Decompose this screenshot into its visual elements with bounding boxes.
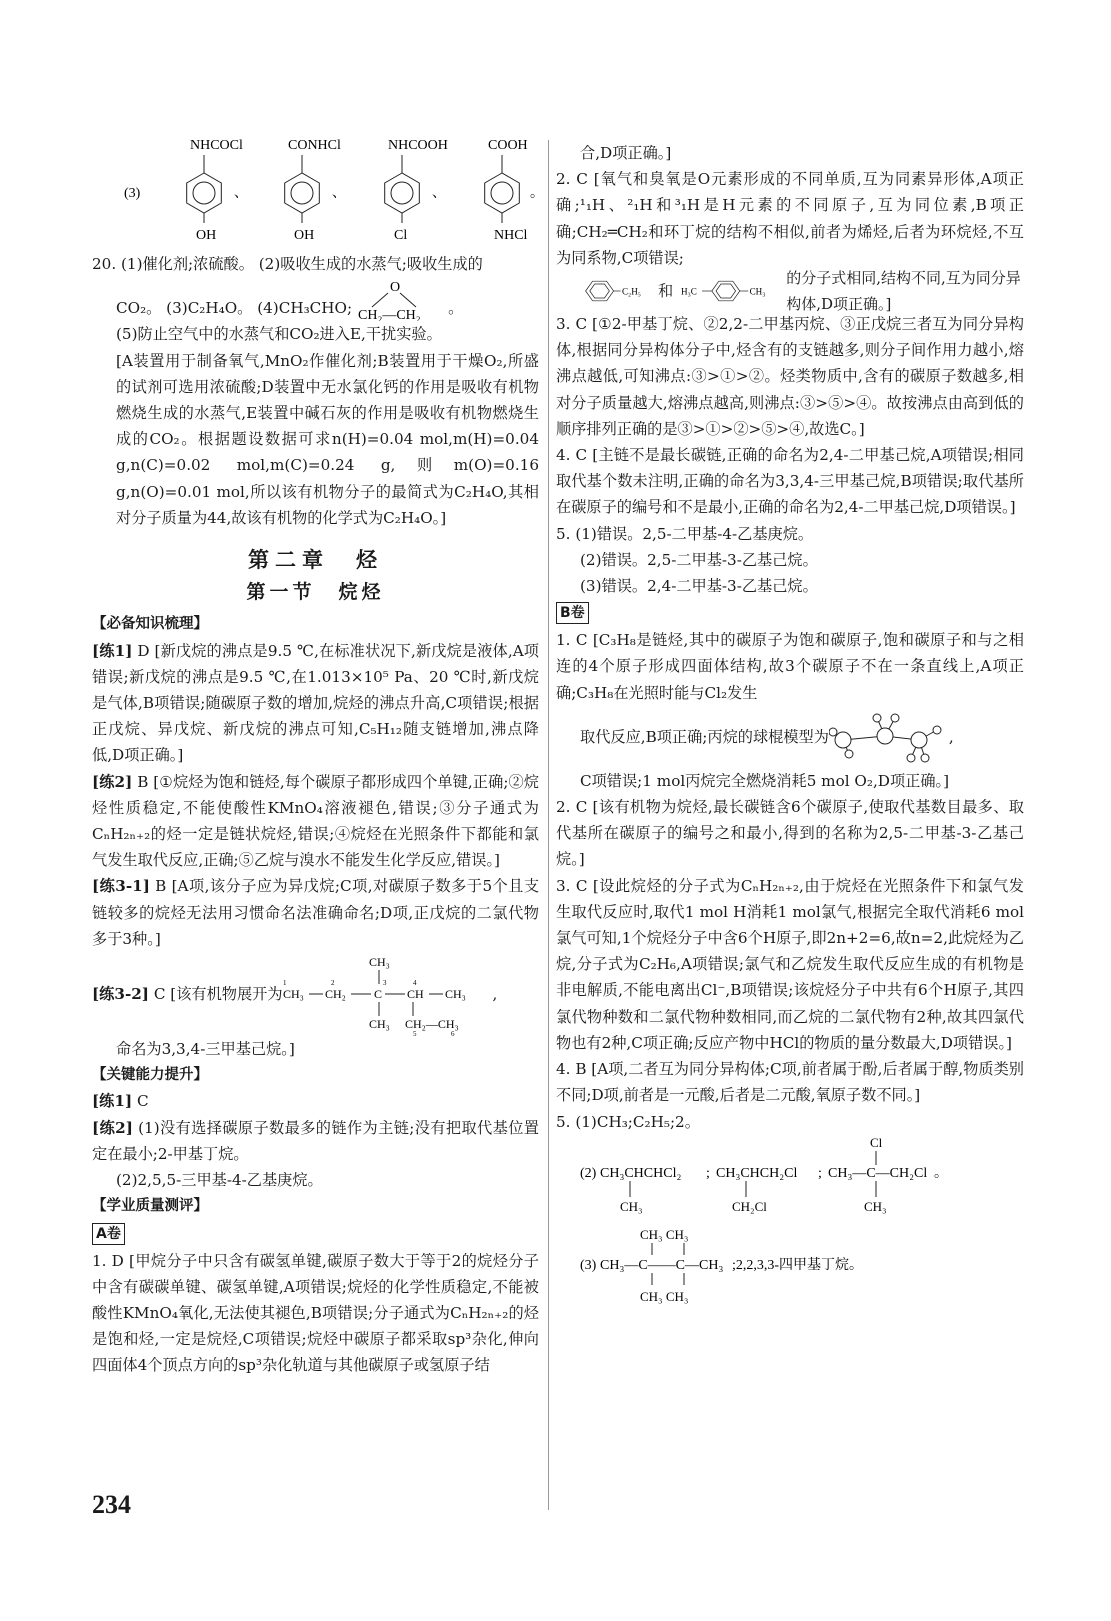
substituent-bottom: NHCl [494, 228, 528, 243]
svg-text:O: O [390, 280, 401, 296]
xylene-structure [681, 273, 786, 309]
b-q5-2-structures [556, 1135, 1024, 1215]
substituent-bottom: OH [196, 228, 217, 243]
svg-text:CH₃: CH₃ [749, 286, 766, 297]
svg-text:CH₃—C—CH₂Cl: CH₃—C—CH₂Cl [828, 1165, 928, 1181]
q20-line2: CO₂。 (3)C₂H₄O。 (4)CH₃CHO; O CH₂—CH₂ 。 [92, 277, 539, 321]
practice-2: [练2] B [①烷烃为饱和链烃,每个碳原子都形成四个单键,正确;②烷烃性质稳定,不能使酸性KMnO₄溶液褪色,错误;③分子通式为CₙH₂ₙ₊₂的烃一定是链状烷烃,错误;④烷烃在光照条件下都能和氯气发生取代反应,正确;⑤乙烷与溴水不能发生化学反应,错误。] [92, 772, 539, 870]
b-q1: 1. C [C₃H₈是链烃,其中的碳原子为饱和碳原子,饱和碳原子和与之相连的4个原子形成四面体结构,故3个碳原子不在一条直线上,A项正确;C₃H₈在光照时能与Cl₂发生 [556, 631, 1024, 702]
svg-text:6: 6 [450, 1030, 455, 1037]
benzene-ring [485, 173, 520, 213]
substituent-top: NHCOCl [190, 138, 243, 153]
svg-text:(2): (2) [580, 1165, 597, 1181]
svg-text:CH₃: CH₃ [368, 1017, 390, 1032]
benzene-ring [385, 173, 420, 213]
svg-text:2: 2 [330, 979, 335, 988]
chapter-title: 第二章 烃 [248, 548, 383, 573]
svg-text:CH₂—CH₂: CH₂—CH₂ [358, 308, 421, 322]
q20-line1: 20. (1)催化剂;浓硫酸。 (2)吸收生成的水蒸气;吸收生成的 [92, 255, 483, 274]
a-q5-2: (2)错误。2,5-二甲基-3-乙基己烷。 [580, 550, 818, 569]
aromatic-circle [491, 182, 513, 204]
svg-text:5: 5 [412, 1030, 417, 1037]
svg-text:CH₃: CH₃ [864, 1198, 887, 1214]
subheading-knowledge: 【必备知识梳理】 [92, 616, 208, 633]
substituent-top: COOH [488, 138, 528, 153]
svg-text:CH₃ CH₃: CH₃ CH₃ [640, 1288, 689, 1304]
b-q1-mid: 取代反应,B项正确;丙烷的球棍模型为 , [556, 706, 1024, 768]
column-divider [548, 140, 549, 1510]
svg-text:CH₂—CH₃: CH₂—CH₃ [404, 1017, 459, 1032]
svg-text:CH₂Cl: CH₂Cl [732, 1198, 767, 1214]
page-number: 234 [92, 1490, 131, 1519]
svg-text:CH₃ CH₃: CH₃ CH₃ [640, 1226, 689, 1242]
svg-text:CH₃CHCHCl₂: CH₃CHCHCl₂ [600, 1165, 682, 1181]
a-q5-1: 5. (1)错误。2,5-二甲基-4-乙基庚烷。 [556, 524, 814, 543]
ability-2: [练2] (1)没有选择碳原子数最多的链作为主链;没有把取代基位置定在最小;2-甲基丁烷。 [92, 1118, 539, 1163]
svg-text:;: ; [706, 1165, 710, 1181]
svg-text:CH₃CHCH₂Cl: CH₃CHCH₂Cl [716, 1165, 798, 1181]
svg-text:H₃C: H₃C [681, 286, 697, 297]
a-q3: 3. C [①2-甲基丁烷、②2,2-二甲基丙烷、③正戊烷三者互为同分异构体,根据同分异构体分子中,烃含有的支链越多,则分子间作用力越小,熔沸点越低,可知沸点:③>①>②。烃类物质中,含有的碳原子数越多,相对分子质量越大,熔沸点越高,则沸点:③>⑤>④。故按沸点由高到低的顺序排列正确的是③>①>②>⑤>④,故选C。] [556, 315, 1024, 438]
q20-explanation: [A装置用于制备氧气,MnO₂作催化剂;B装置用于干燥O₂,所盛的试剂可选用浓硫酸;D装置中无水氯化钙的作用是吸收有机物燃烧生成的水蒸气,E装置中碱石灰的作用是吸收有机物燃烧生成的CO₂。根据题设数据可求n(H)=0.04 mol,m(H)=0.04 g,n(C)=0.02 mol,m(C)=0.24 g,则m(O)=0.16 g,n(O)=0.01 mol,所以该有机物分子的最简式为C₂H₄O,其相对分子质量为44,故该有机物的化学式为C₂H₄O。] [116, 351, 539, 527]
svg-text:C: C [373, 987, 382, 1002]
end-period [530, 186, 539, 201]
benzene-ring [285, 173, 320, 213]
practice-3-1: [练3-1] B [A项,该分子应为异戊烷;C项,对碳原子数多于5个且支链较多的烷烃无法用习惯命名法准确命名;D项,正戊烷的二氯代物多于3种。] [92, 877, 540, 948]
ability-1: [练1] C [92, 1092, 149, 1111]
substituent-bottom: Cl [394, 228, 408, 243]
b-q1-tail: C项错误;1 mol丙烷完全燃烧消耗5 mol O₂,D项正确。] [580, 771, 950, 790]
svg-text:CH: CH [406, 987, 424, 1002]
svg-text:CH₃: CH₃ [368, 955, 390, 970]
b-q3: 3. C [设此烷烃的分子式为CₙH₂ₙ₊₂,由于烷烃在光照条件下和氯气发生取代反应时,取代1 mol H消耗1 mol氯气,根据完全取代消耗6 mol氯气可知,1个烷烃分子中含6个H原子,即2n+2=6,故n=2,此烷烃为乙烷,分子式为C₂H₆,A项错误;氯气和乙烷发生取代反应生成的有机物是非电解质,不能电离出Cl⁻,B项错误;该烷烃分子中共有6个H原子,其四氯代物种数和二氯代物种数相同,而乙烷的二氯代物有2种,故其四氯代物也有2种,C项正确;反应产物中HCl的物质的量分数最大,D项错误。] [556, 876, 1024, 1052]
svg-text:。: 。 [934, 1165, 948, 1181]
aromatic-circle [291, 182, 313, 204]
volume-a-badge: A卷 [92, 1223, 125, 1245]
a-q5-3: (3)错误。2,4-二甲基-3-乙基己烷。 [580, 577, 818, 596]
ethylbenzene-structure [580, 273, 650, 309]
subheading-ability: 【关键能力提升】 [92, 1067, 208, 1084]
a-q4: 4. C [主链不是最长碳链,正确的命名为2,4-二甲基己烷,A项错误;相同取代基个数未注明,正确的命名为3,3,4-三甲基己烷,B项错误;取代基所在碳原子的编号和不是最小,正确的命名为2,4-二甲基己烷,D项错误。] [556, 446, 1024, 517]
volume-b-badge: B卷 [556, 602, 589, 624]
substituent-top: CONHCl [288, 138, 341, 153]
svg-text:;2,2,3,3-四甲基丁烷。: ;2,2,3,3-四甲基丁烷。 [732, 1257, 864, 1273]
svg-text:CH₃: CH₃ [620, 1198, 643, 1214]
ability-2b: (2)2,5,5-三甲基-4-乙基庚烷。 [116, 1171, 323, 1190]
svg-text:(3): (3) [580, 1257, 597, 1273]
q19-structures [92, 135, 539, 243]
svg-text:1: 1 [282, 979, 287, 988]
svg-text:CH₂: CH₂ [324, 987, 346, 1002]
svg-text:4: 4 [412, 979, 417, 988]
svg-text:CH₃: CH₃ [444, 987, 466, 1002]
section-title: 第一节 烷烃 [246, 581, 385, 604]
benzene-ring [187, 173, 222, 213]
a-q2: 2. C [氧气和臭氧是O元素形成的不同单质,互为同素异形体,A项正确;¹₁H、²₁H和³₁H是H元素的不同原子,互为同位素,B项正确;CH₂═CH₂和环丁烷的结构不相似,前者为烯烃,后者为环烷烃,不互为同系物,C项错误; [556, 170, 1024, 267]
separator-comma: 、 [234, 186, 248, 201]
separator-comma: 、 [432, 186, 446, 201]
left-column [92, 135, 539, 1379]
right-column [556, 140, 1024, 1315]
substituent-top: NHCOOH [388, 138, 448, 153]
svg-text:C₂H₅: C₂H₅ [622, 286, 641, 297]
a-q2-structs: C₂H₅ 和 H₃C CH₃ 的分子式相同,结构不同,互为同分异构体,D项正确。] [556, 271, 1024, 311]
q20-line3: (5)防止空气中的水蒸气和CO₂进入E,干扰实验。 [116, 325, 442, 344]
svg-text:(3): (3) [124, 186, 141, 201]
aromatic-circle [391, 182, 413, 204]
svg-text:CH₃—C——C—CH₃: CH₃—C——C—CH₃ [600, 1257, 724, 1273]
practice-3-2-tail: 命名为3,3,4-三甲基己烷。] [116, 1040, 295, 1059]
svg-text:;: ; [818, 1165, 822, 1181]
b-q5-1: 5. (1)CH₃;C₂H₅;2。 [556, 1112, 700, 1131]
aromatic-circle [193, 182, 215, 204]
b-q4: 4. B [A项,二者互为同分异构体;C项,前者属于酚,后者属于醇,物质类别不同;D项,前者是一元酸,后者是二元酸,氧原子数不同。] [556, 1060, 1024, 1105]
substituent-bottom: OH [294, 228, 315, 243]
practice-3-2: [练3-2] C [该有机物展开为 CH₃ CH₃ CH₂ C CH CH₃ 1 2 3 4 CH₃ CH₂—CH₃ 5 6 , [92, 952, 539, 1036]
hexane-structure [283, 952, 493, 1036]
svg-text:Cl: Cl [870, 1134, 883, 1150]
svg-text:CH₃: CH₃ [282, 987, 304, 1002]
practice-1: [练1] D [新戊烷的沸点是9.5 ℃,在标准状况下,新戊烷是液体,A项错误;新戊烷的沸点是9.5 ℃,在1.013×10⁵ Pa、20 ℃时,新戊烷是气体,B项错误;随碳原子数的增加,烷烃的沸点升高,C项错误;根据正戊烷、异戊烷、新戊烷的沸点可知,C₅H₁₂随支链增加,沸点降低,D项正确。] [92, 641, 539, 765]
propane-ball-stick-model [829, 706, 949, 768]
svg-text:3: 3 [382, 979, 387, 988]
a-q1: 1. D [甲烷分子中只含有碳氢单键,碳原子数大于等于2的烷烃分子中含有碳碳单键、碳氢单键,A项错误;烷烃的化学性质稳定,不能被酸性KMnO₄氧化,无法使其褪色,B项错误;分子通式为CₙH₂ₙ₊₂的烃是饱和烃,一定是烷烃,C项错误;烷烃中碳原子都采取sp³杂化,伸向四面体4个顶点方向的sp³杂化轨道与其他碳原子或氢原子结 [92, 1251, 539, 1375]
a-q1-cont: 合,D项正确。] [580, 144, 672, 162]
subheading-assessment: 【学业质量测评】 [92, 1198, 208, 1215]
separator-comma: 、 [332, 186, 346, 201]
b-q5-3-structure [556, 1223, 1024, 1307]
b-q2: 2. C [该有机物为烷烃,最长碳链含6个碳原子,使取代基数目最多、取代基所在碳原子的编号之和最小,得到的名称为2,5-二甲基-3-乙基己烷。] [556, 798, 1024, 869]
epoxide-structure [352, 277, 448, 321]
